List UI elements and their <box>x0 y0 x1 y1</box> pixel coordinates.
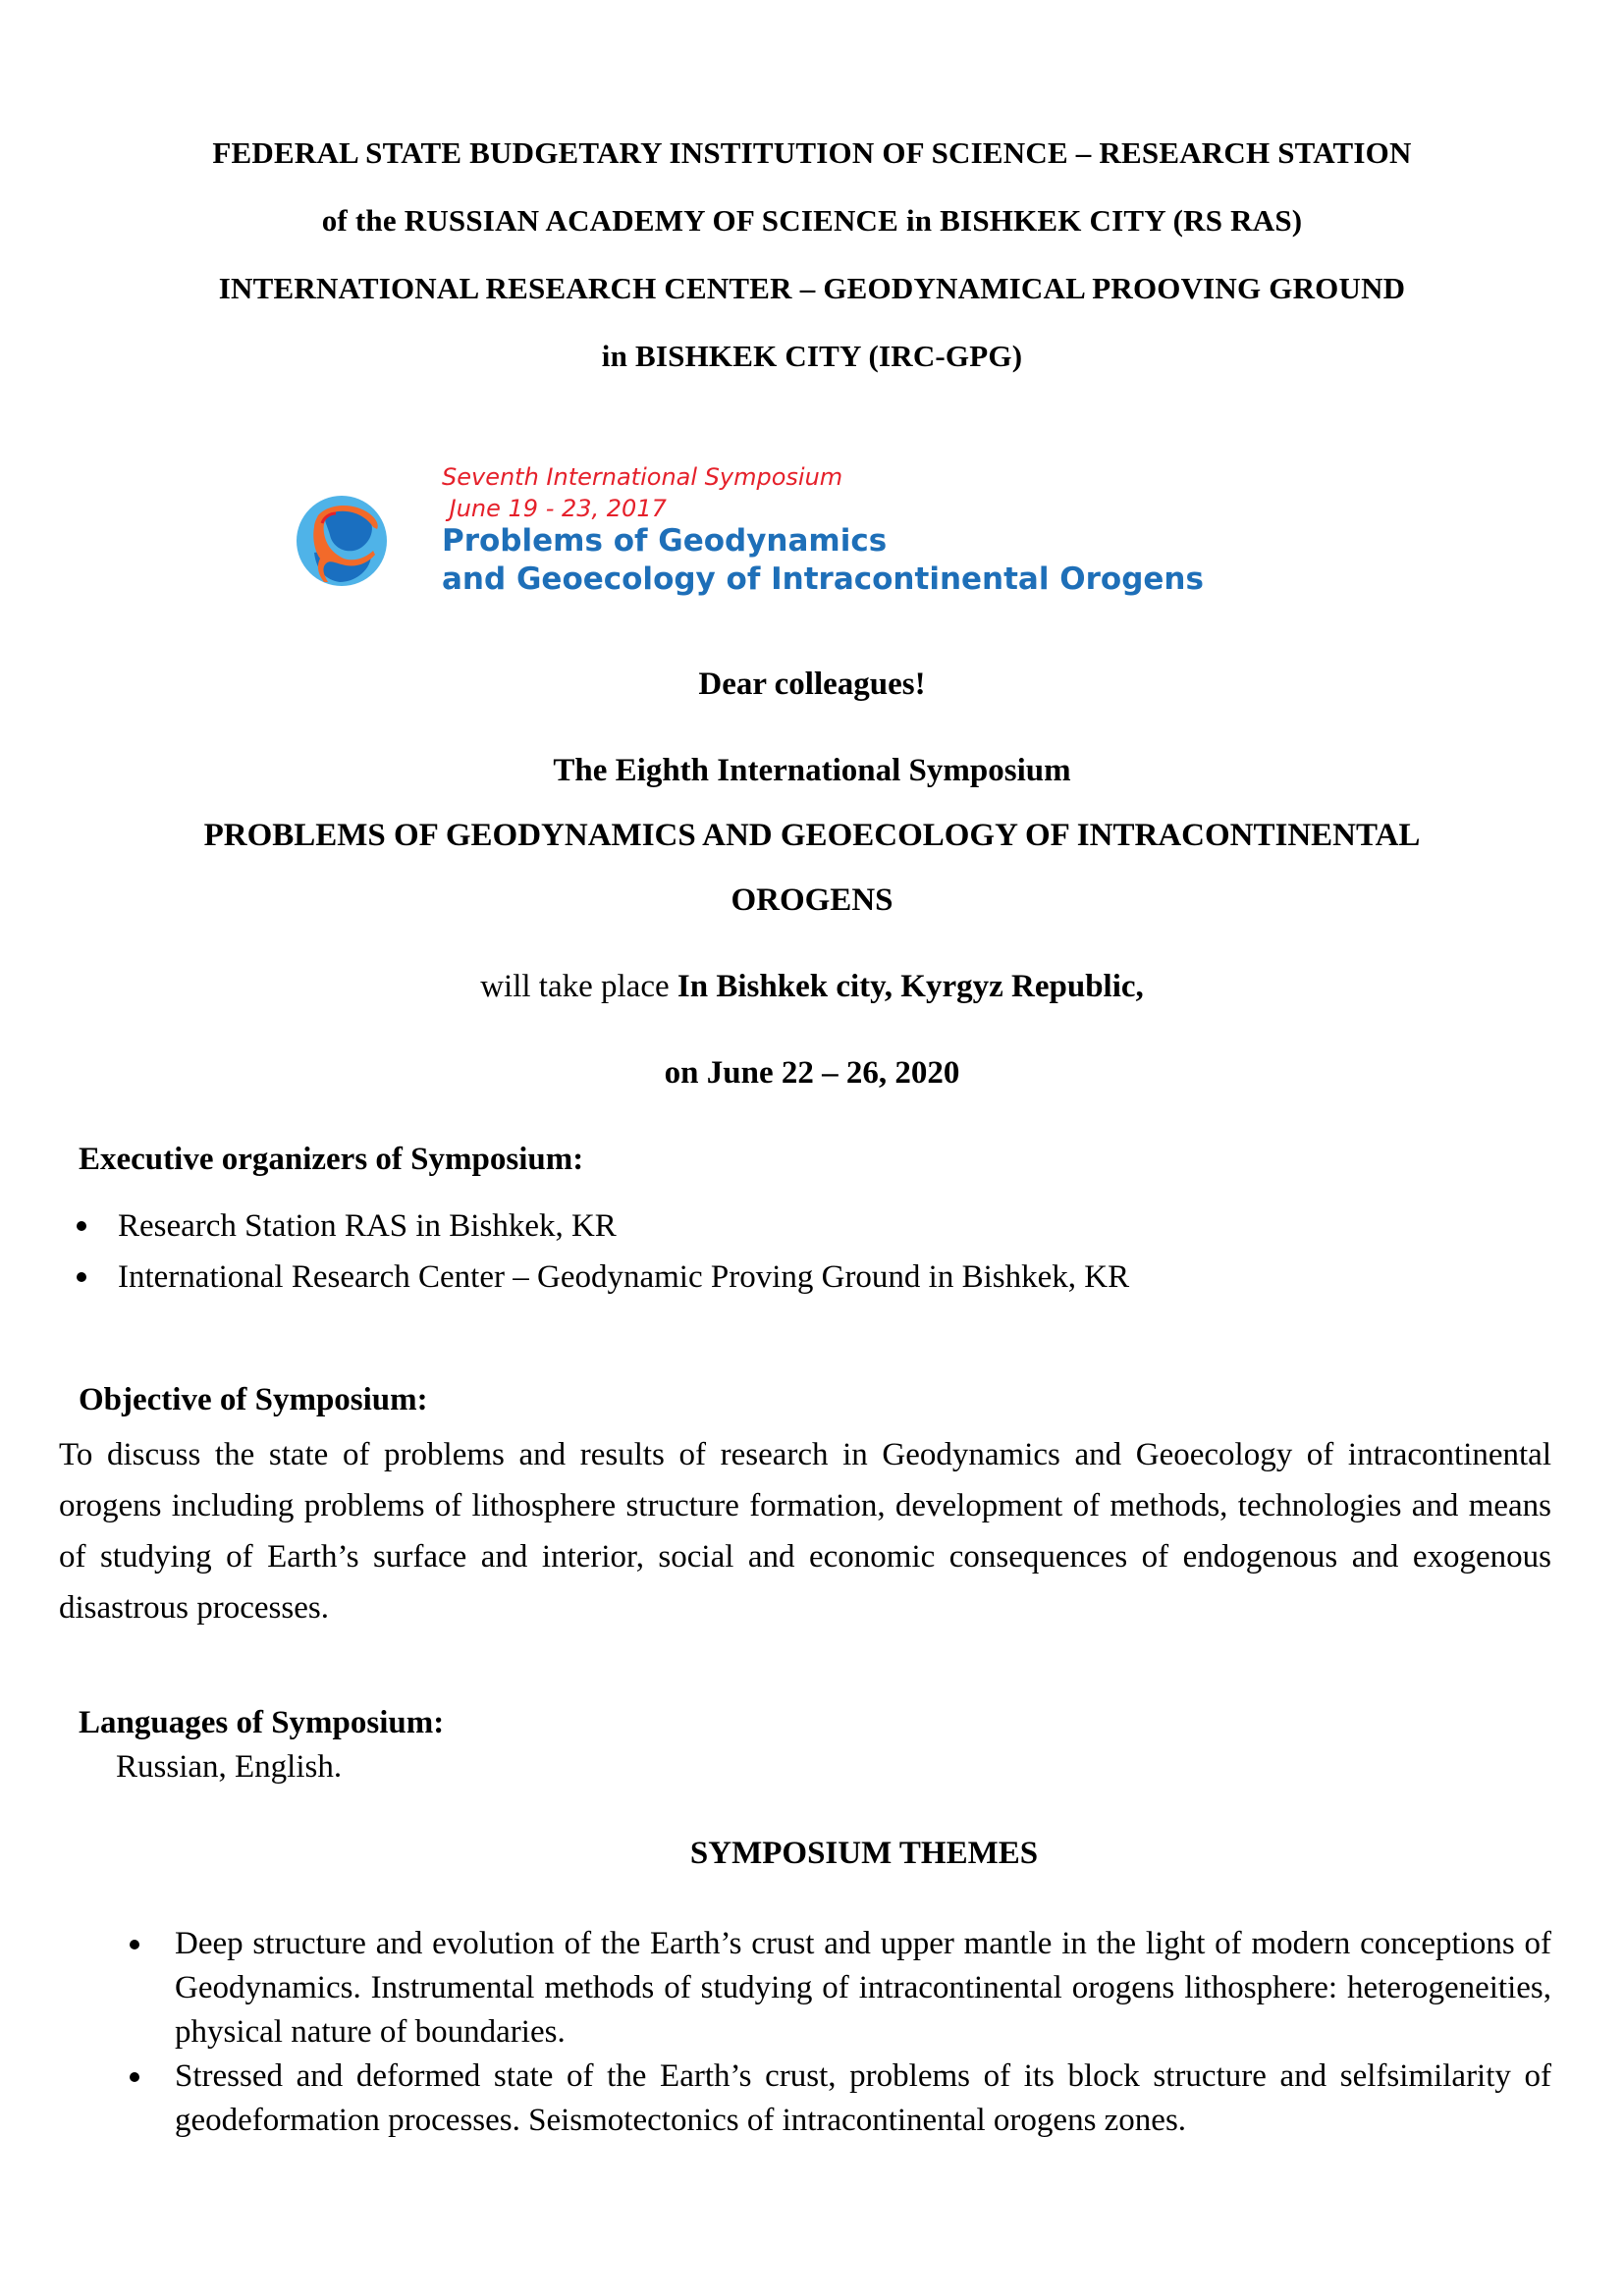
theme-item-text: Deep structure and evolution of the Earth’s crust and upper mantle in the light of modern conceptions of Geodynamics. Instrumental methods of studying of intracontinental orogens lithosphere: heterogeneities, physical nature of boundaries. <box>175 1926 1551 2050</box>
symposium-name-line-1: PROBLEMS OF GEODYNAMICS AND GEOECOLOGY OF INTRACONTINENTAL <box>203 818 1421 853</box>
logo-edition: Seventh International Symposium <box>442 463 843 491</box>
languages-value: Russian, English. <box>116 1749 343 1785</box>
bullet-icon <box>130 2072 139 2082</box>
theme-item-text: Stressed and deformed state of the Earth’s crust, problems of its block structure and selfsimilarity of geodeformation processes. Seismotectonics of intracontinental orogens zones. <box>175 2058 1551 2138</box>
themes-heading: SYMPOSIUM THEMES <box>689 1836 1039 1871</box>
languages-heading: Languages of Symposium: <box>79 1705 445 1740</box>
globe-icon <box>295 494 389 588</box>
bullet-icon <box>77 1272 86 1282</box>
objective-heading: Objective of Symposium: <box>79 1382 428 1417</box>
symposium-logo <box>442 461 1204 599</box>
theme-item <box>130 2055 1551 2143</box>
logo-title-line-2: and Geoecology of Intracontinental Orogens <box>442 561 1204 597</box>
objective-text: To discuss the state of problems and results of research in Geodynamics and Geoecology of intracontinental orogens including problems of lithosphere structure formation, development of methods, technologies and means of studying of Earth’s surface and interior, social and economic consequences of endogenous and exogenous disastrous processes. <box>59 1437 1551 1626</box>
symposium-name-line-2: OROGENS <box>731 882 893 918</box>
organizer-item-text: Research Station RAS in Bishkek, KR <box>118 1208 617 1244</box>
theme-item <box>130 1922 1551 2055</box>
organizers-heading: Executive organizers of Symposium: <box>79 1142 584 1177</box>
institution-header-line-2: of the RUSSIAN ACADEMY OF SCIENCE in BISHKEK CITY (RS RAS) <box>321 203 1303 238</box>
logo-title-line-1: Problems of Geodynamics <box>442 523 888 559</box>
organizer-item <box>77 1252 1549 1303</box>
bullet-icon <box>130 1940 139 1949</box>
institution-header-line-3: INTERNATIONAL RESEARCH CENTER – GEODYNAMICAL PROOVING GROUND <box>218 271 1406 305</box>
bullet-icon <box>77 1221 86 1231</box>
institution-header-line-1: FEDERAL STATE BUDGETARY INSTITUTION OF SCIENCE – RESEARCH STATION <box>212 135 1412 170</box>
institution-header-line-4: in BISHKEK CITY (IRC-GPG) <box>601 339 1023 373</box>
themes-list <box>130 1922 1551 2143</box>
announcement-title: The Eighth International Symposium <box>553 753 1071 788</box>
organizer-item-text: International Research Center – Geodynamic Proving Ground in Bishkek, KR <box>118 1259 1130 1295</box>
venue-line <box>0 969 1624 1005</box>
venue-location: In Bishkek city, Kyrgyz Republic, <box>677 969 1144 1004</box>
organizer-item <box>77 1201 1549 1252</box>
greeting: Dear colleagues! <box>698 667 926 702</box>
event-dates: on June 22 – 26, 2020 <box>664 1055 960 1091</box>
logo-dates: June 19 - 23, 2017 <box>442 495 667 522</box>
venue-prefix: will take place <box>480 969 677 1004</box>
organizers-list <box>77 1201 1549 1303</box>
